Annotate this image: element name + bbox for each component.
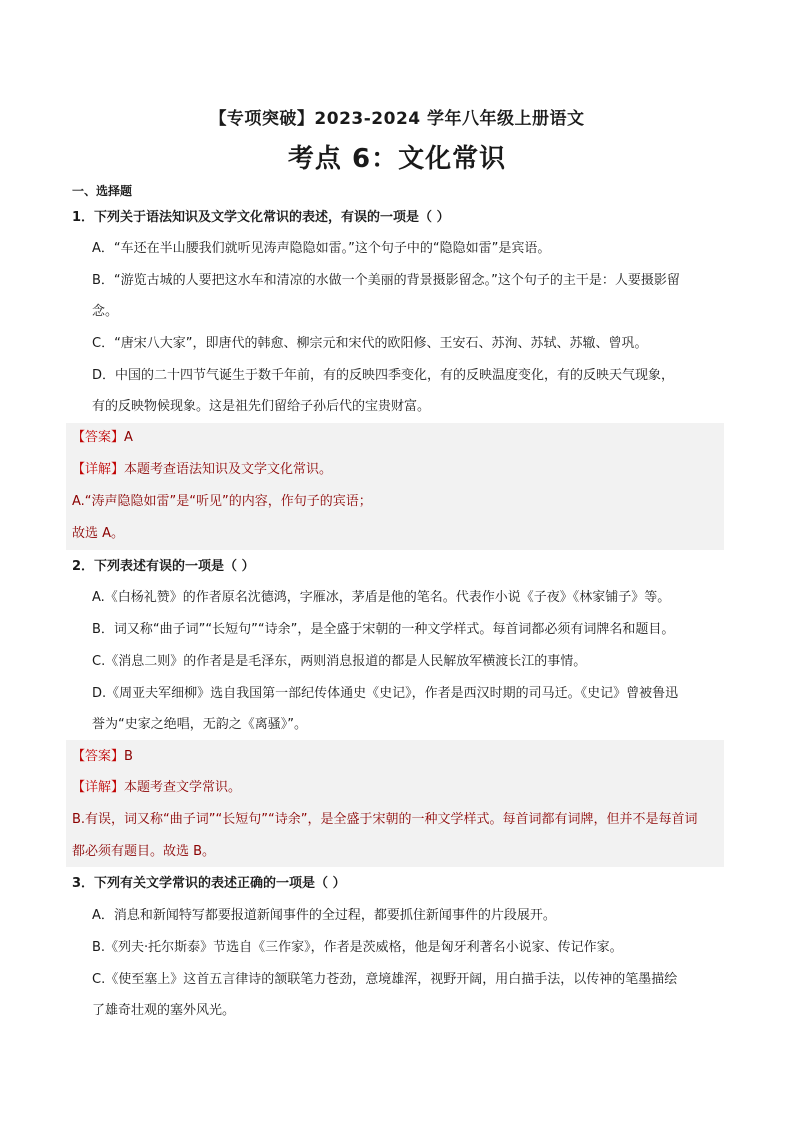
choice-1: 故选 A。 xyxy=(72,526,125,541)
question-1-option-d-cont: 有的反映物候现象。这是祖先们留给子孙后代的宝贵财富。 xyxy=(92,399,431,414)
question-1-option-d: D．中国的二十四节气诞生于数千年前，有的反映四季变化，有的反映温度变化，有的反映天气现象， xyxy=(92,368,675,383)
detail-1-text: 本题考查语法知识及文学文化常识。 xyxy=(124,462,333,477)
question-3-option-b: B.《列夫·托尔斯泰》节选自《三作家》，作者是茨威格，他是匈牙利著名小说家、传记作家。 xyxy=(92,940,623,955)
explanation-2-cont: 都必须有题目。故选 B。 xyxy=(72,844,216,859)
question-1-option-b: B．“游览古城的人要把这水车和清凉的水做一个美丽的背景摄影留念。”这个句子的主干是：人要摄影留 xyxy=(92,273,680,288)
question-1-option-b-cont: 念。 xyxy=(92,304,119,319)
detail-1-label: 【详解】 xyxy=(72,462,125,477)
question-2-option-c: C.《消息二则》的作者是是毛泽东，两则消息报道的都是人民解放军横渡长江的事情。 xyxy=(92,654,587,669)
detail-2 xyxy=(72,777,724,799)
page-title: 考点 6：文化常识 xyxy=(287,144,507,174)
section-label: 一、选择题 xyxy=(72,184,133,198)
question-3-option-c: C.《使至塞上》这首五言律诗的颔联笔力苍劲，意境雄浑，视野开阔，用白描手法，以传神的笔墨描绘 xyxy=(92,972,678,987)
question-3-stem: 3．下列有关文学常识的表述正确的一项是（ ） xyxy=(72,876,346,891)
explanation-1: A.“涛声隐隐如雷”是“听见”的内容，作句子的宾语； xyxy=(72,494,372,509)
answer-2-value: B xyxy=(124,749,133,764)
answer-2 xyxy=(72,746,724,768)
question-1-option-a: A．“车还在半山腰我们就听见涛声隐隐如雷。”这个句子中的“隐隐如雷”是宾语。 xyxy=(92,241,551,256)
question-3-option-c-cont: 了雄奇壮观的塞外风光。 xyxy=(92,1003,236,1018)
question-3-option-a: A．消息和新闻特写都要报道新闻事件的全过程，都要抓住新闻事件的片段展开。 xyxy=(92,908,556,923)
answer-1-value: A xyxy=(124,430,133,445)
detail-2-label: 【详解】 xyxy=(72,780,125,795)
answer-1 xyxy=(72,427,724,449)
question-1-stem: 1．下列关于语法知识及文学文化常识的表述，有误的一项是（ ） xyxy=(72,210,450,225)
question-2-option-d-cont: 誉为“史家之绝唱，无韵之《离骚》”。 xyxy=(92,717,307,732)
question-2-option-d: D.《周亚夫军细柳》选自我国第一部纪传体通史《史记》，作者是西汉时期的司马迁。《史记》曾被鲁迅 xyxy=(92,686,679,701)
question-2-option-b: B．词又称“曲子词”“长短句”“诗余”，是全盛于宋朝的一种文学样式。每首词都必须有词牌名和题目。 xyxy=(92,622,675,637)
header-title: 【专项突破】2023-2024 学年八年级上册语文 xyxy=(209,109,585,129)
answer-2-label: 【答案】 xyxy=(72,749,125,764)
question-2-stem: 2．下列表述有误的一项是（ ） xyxy=(72,559,255,574)
detail-2-text: 本题考查文学常识。 xyxy=(124,780,242,795)
question-1-option-c: C．“唐宋八大家”，即唐代的韩愈、柳宗元和宋代的欧阳修、王安石、苏洵、苏轼、苏辙、曾巩。 xyxy=(92,336,648,351)
explanation-2: B.有误，词又称“曲子词”“长短句”“诗余”，是全盛于宋朝的一种文学样式。每首词都有词牌，但并不是每首词 xyxy=(72,812,698,827)
detail-1 xyxy=(72,459,724,481)
answer-1-label: 【答案】 xyxy=(72,430,125,445)
question-2-option-a: A.《白杨礼赞》的作者原名沈德鸿，字雁冰，茅盾是他的笔名。代表作小说《子夜》《林家铺子》等。 xyxy=(92,590,671,605)
